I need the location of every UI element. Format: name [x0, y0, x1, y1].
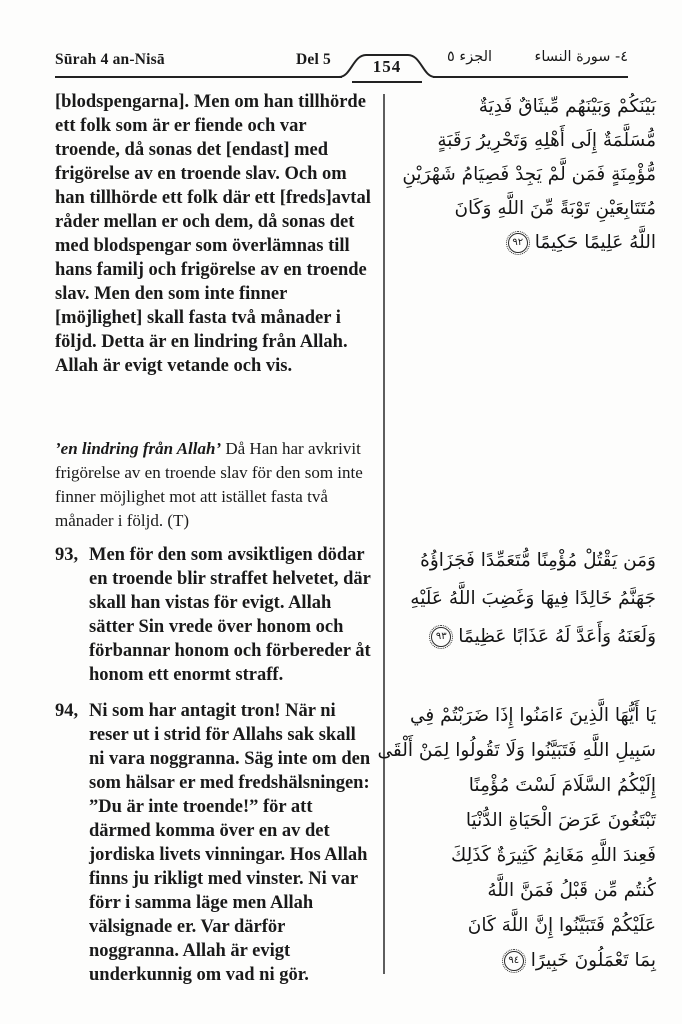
arabic-line [404, 618, 656, 656]
verse-end-rosette [431, 627, 451, 647]
arabic-line-text: وَلَعَنَهُ وَأَعَدَّ لَهُ عَذَابًا عَظِيمًا [458, 626, 656, 647]
column-divider [383, 94, 385, 974]
page-number-underline [352, 81, 422, 83]
commentary-paragraph [55, 437, 373, 533]
verse-end-number: ٩٣ [435, 631, 447, 642]
arabic-line: مُّؤْمِنَةٍ فَمَن لَّمْ يَجِدْ فَصِيَامُ شَهْرَيْنِ [402, 164, 656, 185]
header-rule-left [55, 76, 342, 78]
surah-title-latin: Sūrah 4 an-Nisā [55, 51, 165, 68]
commentary-body: Då Han har avkrivit frigörelse av en troende slav för den som inte finner möjlighet mot att istället fasta två månader i följd. (T) [55, 439, 363, 530]
arabic-line: فَعِندَ اللَّهِ مَغَانِمُ كَثِيرَةٌ كَذَلِكَ [451, 845, 656, 866]
arabic-line: عَلَيْكُمْ فَتَبَيَّنُوا إِنَّ اللَّهَ كَانَ [467, 915, 656, 936]
verse-item-94 [55, 699, 373, 987]
verse-item-93 [55, 543, 373, 687]
arabic-line: بَيْنَكُمْ وَبَيْنَهُم مِّيثَاقٌ فَدِيَةٌ [478, 96, 656, 117]
verse-end-rosette [504, 951, 524, 971]
verse-end-rosette [508, 233, 528, 253]
surah-title-arabic: ٤- سورة النساء [534, 49, 628, 65]
arabic-line [404, 226, 656, 260]
arabic-line: تَبْتَغُونَ عَرَضَ الْحَيَاةِ الدُّنْيَا [465, 810, 656, 831]
verse-text: Ni som har antagit tron! När ni reser ut i strid för Allahs sak skall ni vara noggranna. Säg inte om den som hälsar er med fredshälsningen: ”Du är inte troende!” för att därmed komma över en av det jordiska livets vinningar. Hos Allah finns ju rikligt med vinster. Ni var förr i samma läge men Allah välsignade er. Var därför noggranna. Allah är evigt underkunnig om vad ni gör. [89, 701, 371, 985]
arabic-line: إِلَيْكُمُ السَّلَامَ لَسْتَ مُؤْمِنًا [468, 775, 656, 796]
arabic-line: مُّسَلَّمَةٌ إِلَى أَهْلِهِ وَتَحْرِيرُ رَقَبَةٍ [437, 130, 656, 151]
verse-end-number: ٩٤ [508, 955, 520, 966]
verse-number: 94, [55, 701, 79, 721]
arabic-line: يَا أَيُّهَا الَّذِينَ ءَامَنُوا إِذَا ضَرَبْتُمْ فِي [409, 705, 656, 726]
juz-label-arabic: الجزء ٥ [447, 49, 493, 65]
arabic-verse-block-93 [404, 542, 656, 656]
verse-text: Men för den som avsiktligen dödar en troende blir straffet helvetet, där skall han vistas för evigt. Allah sätter Sin vrede över honom och förbannar honom och förbereder åt honom ett enormt straff. [89, 545, 371, 685]
page-number: 154 [372, 57, 402, 76]
arabic-line: جَهَنَّمُ خَالِدًا فِيهَا وَغَضِبَ اللَّهُ عَلَيْهِ [410, 588, 656, 609]
header-rule-right [433, 76, 628, 78]
arabic-verse-block-94 [377, 698, 656, 978]
arabic-verse-block-92 [404, 90, 656, 260]
arabic-line-text: اللَّهُ عَلِيمًا حَكِيمًا [534, 232, 656, 253]
arabic-line: كُنتُم مِّن قَبْلُ فَمَنَّ اللَّهُ [487, 880, 656, 901]
arabic-line [404, 943, 656, 978]
verse-end-number: ٩٢ [512, 237, 524, 248]
arabic-line: وَمَن يَقْتُلْ مُؤْمِنًا مُّتَعَمِّدًا فَجَزَاؤُهُ [420, 550, 656, 571]
arabic-line: مُتَتَابِعَيْنِ تَوْبَةً مِّنَ اللَّهِ وَكَانَ [454, 198, 656, 219]
part-label: Del 5 [296, 51, 332, 68]
verse-number: 93, [55, 545, 79, 565]
verse-continuation-paragraph: [blodspengarna]. Men om han tillhörde ett folk som är er fiende och var troende, då sonas det [endast] med frigörelse av en troende slav. Och om han tillhörde ett folk där ett [freds]avtal råder mellan er och dem, då sonas det med blodspengar som överlämnas till hans familj och frigörelse av en troende slav. Men den som inte finner [möjlighet] skall fasta två månader i följd. Detta är en lindring från Allah. Allah är evigt vetande och vis. [55, 92, 371, 376]
arabic-line-text: بِمَا تَعْمَلُونَ خَبِيرًا [530, 950, 656, 971]
arabic-line: سَبِيلِ اللَّهِ فَتَبَيَّنُوا وَلَا تَقُولُوا لِمَنْ أَلْقَى [377, 740, 656, 761]
commentary-lead: ’en lindring från Allah’ [55, 439, 222, 458]
